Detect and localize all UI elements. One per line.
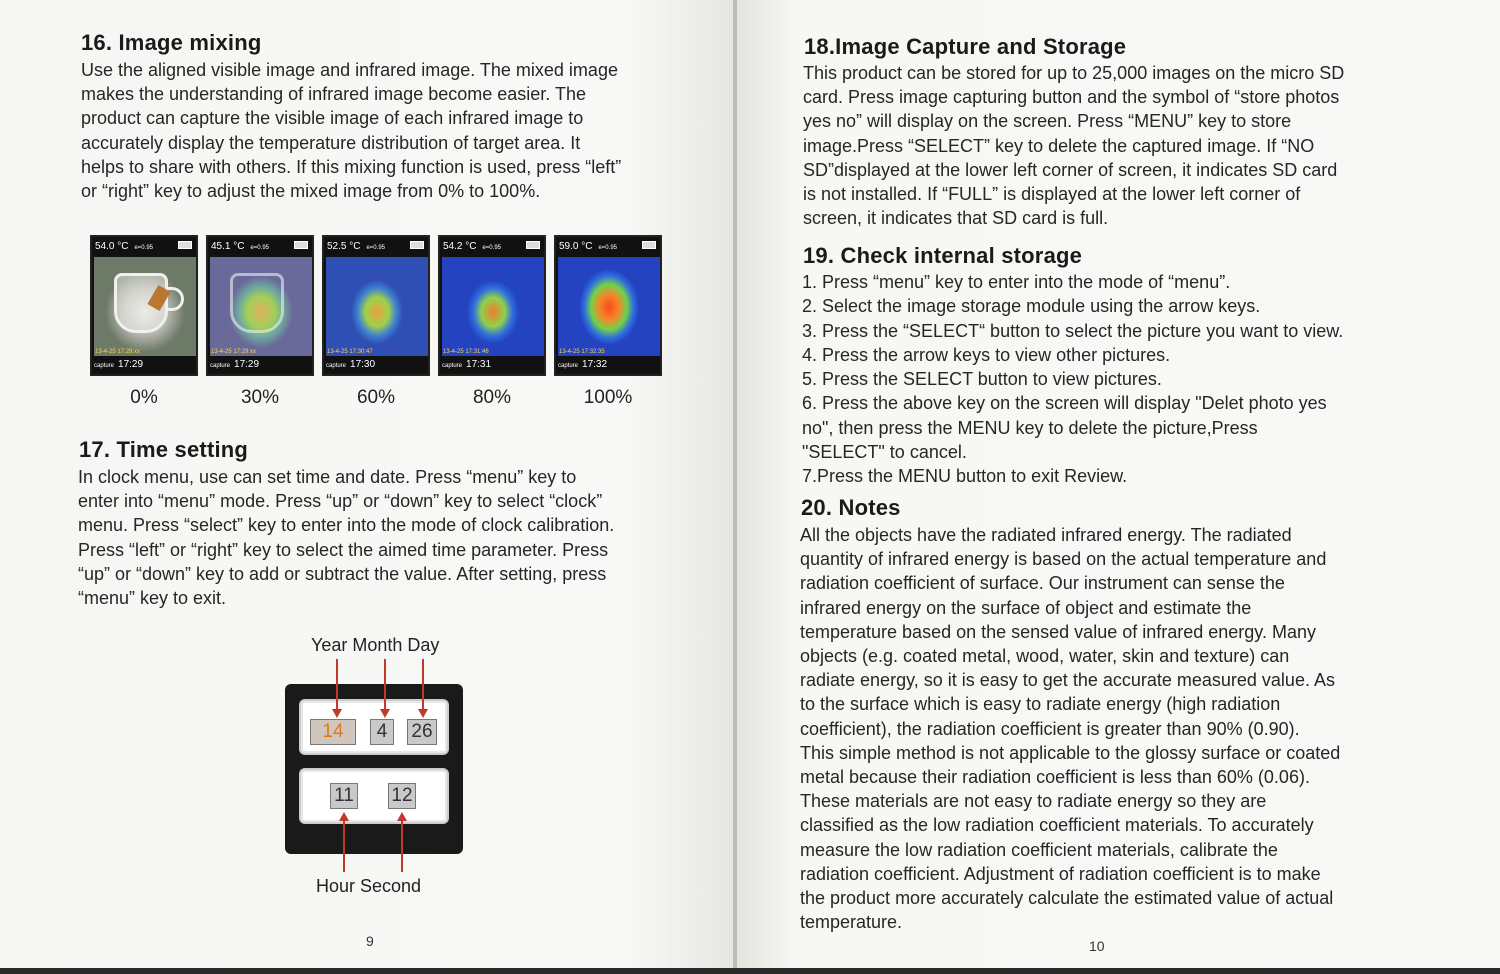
thumb-time: 17:29 xyxy=(118,359,144,370)
text-line: measure the low radiation coefficient materials, calibrate the xyxy=(800,839,1278,860)
thermal-thumbnail xyxy=(206,235,314,376)
second-arrow xyxy=(401,820,403,872)
page-bottom-edge xyxy=(0,968,1500,974)
arrow-down-icon xyxy=(332,709,342,718)
thumb-temperature: 54.2 °C xyxy=(443,241,477,252)
list-item: 1. Press “menu” key to enter into the mode of “menu”. xyxy=(802,272,1231,292)
mixed-image-60 xyxy=(326,257,428,357)
arrow-up-icon xyxy=(339,812,349,821)
thumb-temperature: 54.0 °C xyxy=(95,241,129,252)
battery-icon xyxy=(178,241,192,249)
year-digit: 14 xyxy=(310,719,356,745)
month-arrow xyxy=(384,659,386,711)
arrow-down-icon xyxy=(418,709,428,718)
text-line: coefficient), the radiation coefficient is greater than 90% (0.90). xyxy=(800,718,1300,739)
section-18-body xyxy=(803,61,1443,230)
mix-percent-label: 60% xyxy=(356,387,396,408)
section-18-heading: 18.Image Capture and Storage xyxy=(804,34,1127,59)
section-17-heading: 17. Time setting xyxy=(79,437,249,462)
text-line: “up” or “down” key to add or subtract the value. After setting, press xyxy=(78,563,607,584)
section-17-body xyxy=(78,465,698,610)
arrow-up-icon xyxy=(397,812,407,821)
list-item: 6. Press the above key on the screen will display "Delet photo yes xyxy=(802,393,1327,414)
thumb-emissivity: e=0.95 xyxy=(482,245,501,251)
list-item: no", then press the MENU key to delete the picture,Press xyxy=(802,417,1258,438)
text-line: product can capture the visible image of each infrared image to xyxy=(81,108,584,129)
text-line: classified as the low radiation coefficient materials. To accurately xyxy=(800,815,1314,836)
text-line: menu. Press “select” key to enter into the mode of clock calibration. xyxy=(78,515,615,536)
mixed-image-100 xyxy=(558,257,660,357)
mix-percent-label: 30% xyxy=(240,387,280,408)
text-line: makes the understanding of infrared image become easier. The xyxy=(81,84,586,105)
thumb-capture-label: capture xyxy=(94,363,115,369)
text-line: “menu” key to exit. xyxy=(78,588,227,609)
thermal-thumbnail xyxy=(554,235,662,376)
text-line: In clock menu, use can set time and date. Press “menu” key to xyxy=(78,467,577,487)
battery-icon xyxy=(410,241,424,249)
second-digit: 12 xyxy=(388,783,416,809)
battery-icon xyxy=(526,241,540,249)
text-line: SD”displayed at the lower left corner of screen, it indicates SD card xyxy=(803,159,1338,180)
page-number-right: 10 xyxy=(1089,938,1105,954)
text-line: or “right” key to adjust the mixed image from 0% to 100%. xyxy=(81,181,541,202)
mixed-image-80 xyxy=(442,257,544,357)
text-line: This product can be stored for up to 25,000 images on the micro SD xyxy=(803,63,1345,83)
thumb-emissivity: e=0.95 xyxy=(598,245,617,251)
list-item: 7.Press the MENU button to exit Review. xyxy=(802,466,1128,487)
text-line: to the surface which is easy to radiate energy (high radiation xyxy=(800,694,1281,715)
thumb-emissivity: e=0.95 xyxy=(250,245,269,251)
thumb-timestamp: 13-4-25 17:29:xx xyxy=(211,349,257,355)
text-line: quantity of infrared energy is based on the actual temperature and xyxy=(800,549,1327,570)
mix-percent-label: 80% xyxy=(472,387,512,408)
thermal-thumbnail xyxy=(90,235,198,376)
section-20-body xyxy=(800,523,1460,934)
text-line: screen, it indicates that SD card is full. xyxy=(803,208,1109,229)
text-line: helps to share with others. If this mixing function is used, press “left” xyxy=(81,156,622,177)
text-line: radiate energy, so it is easy to get the accurate measured value. As xyxy=(800,670,1335,691)
battery-icon xyxy=(642,241,656,249)
mix-percent-label: 100% xyxy=(583,387,633,408)
text-line: the product more accurately calculate the estimated value of actual xyxy=(800,888,1334,909)
thumb-capture-label: capture xyxy=(442,363,463,369)
text-line: metal because their radiation coefficient is less than 60% (0.06). xyxy=(800,767,1310,788)
text-line: enter into “menu” mode. Press “up” or “down” key to select “clock” xyxy=(78,491,603,512)
thumb-timestamp: 13-4-25 17:32:35 xyxy=(559,349,605,355)
thermal-thumbnail xyxy=(438,235,546,376)
thumb-timestamp: 13-4-25 17:30:47 xyxy=(327,349,373,355)
thumb-temperature: 59.0 °C xyxy=(559,241,593,252)
mixed-image-30 xyxy=(210,257,312,357)
time-panel xyxy=(299,768,449,824)
book-gutter xyxy=(733,0,737,974)
list-item: 5. Press the SELECT button to view pictures. xyxy=(802,369,1162,390)
section-16-body xyxy=(81,58,701,203)
thumb-time: 17:30 xyxy=(350,359,376,370)
arrow-down-icon xyxy=(380,709,390,718)
text-line: All the objects have the radiated infrared energy. The radiated xyxy=(800,525,1292,545)
text-line: card. Press image capturing button and the symbol of “store photos xyxy=(803,87,1340,108)
section-20-heading: 20. Notes xyxy=(801,495,901,520)
text-line: objects (e.g. coated metal, wood, water, skin and texture) can xyxy=(800,646,1290,667)
mix-percent-label: 0% xyxy=(130,387,158,408)
thumb-timestamp: 13-4-25 17:29:xx xyxy=(95,349,141,355)
page-number-left: 9 xyxy=(366,933,374,949)
thumb-emissivity: e=0.95 xyxy=(134,245,153,251)
list-item: 2. Select the image storage module using the arrow keys. xyxy=(802,296,1261,317)
thermal-thumbnail xyxy=(322,235,430,376)
text-line: image.Press “SELECT” key to delete the captured image. If “NO xyxy=(803,135,1315,156)
mixing-thumbnails xyxy=(90,235,660,415)
clock-top-label: Year Month Day xyxy=(311,635,440,655)
thumb-temperature: 52.5 °C xyxy=(327,241,361,252)
text-line: These materials are not easy to radiate energy so they are xyxy=(800,791,1267,812)
day-arrow xyxy=(422,659,424,711)
thumb-emissivity: e=0.95 xyxy=(366,245,385,251)
month-digit: 4 xyxy=(370,719,394,745)
thumb-capture-label: capture xyxy=(326,363,347,369)
clock-bottom-label: Hour Second xyxy=(316,876,422,896)
day-digit: 26 xyxy=(407,719,437,745)
section-19-heading: 19. Check internal storage xyxy=(803,243,1083,268)
text-line: Press “left” or “right” key to select the aimed time parameter. Press xyxy=(78,539,609,560)
text-line: radiation coefficient of surface. Our instrument can sense the xyxy=(800,573,1285,594)
section-16-heading: 16. Image mixing xyxy=(81,30,262,55)
hour-arrow xyxy=(343,820,345,872)
hour-digit: 11 xyxy=(330,783,358,809)
text-line: is not installed. If “FULL” is displayed at the lower left corner of xyxy=(803,184,1301,205)
year-arrow xyxy=(336,659,338,711)
text-line: yes no” will display on the screen. Press “MENU” key to store xyxy=(803,111,1292,132)
thumb-time: 17:32 xyxy=(582,359,608,370)
text-line: This simple method is not applicable to the glossy surface or coated xyxy=(800,742,1341,763)
list-item: 3. Press the “SELECT“ button to select the picture you want to view. xyxy=(802,320,1344,341)
text-line: accurately display the temperature distribution of target area. It xyxy=(81,132,581,153)
thumb-time: 17:29 xyxy=(234,359,260,370)
thumb-capture-label: capture xyxy=(558,363,579,369)
thumb-capture-label: capture xyxy=(210,363,231,369)
list-item: 4. Press the arrow keys to view other pictures. xyxy=(802,344,1171,365)
thumb-temperature: 45.1 °C xyxy=(211,241,245,252)
text-line: infrared energy on the surface of object and estimate the xyxy=(800,597,1252,618)
thumb-timestamp: 13-4-25 17:31:46 xyxy=(443,349,489,355)
text-line: temperature. xyxy=(800,912,903,933)
text-line: Use the aligned visible image and infrared image. The mixed image xyxy=(81,60,618,80)
text-line: radiation coefficient. Adjustment of radiation coefficient is to make xyxy=(800,863,1321,884)
battery-icon xyxy=(294,241,308,249)
text-line: temperature based on the sensed value of infrared energy. Many xyxy=(800,621,1316,642)
thumb-time: 17:31 xyxy=(466,359,492,370)
section-19-steps xyxy=(802,270,1452,489)
mixed-image-0 xyxy=(94,257,196,357)
list-item: "SELECT" to cancel. xyxy=(802,442,967,463)
